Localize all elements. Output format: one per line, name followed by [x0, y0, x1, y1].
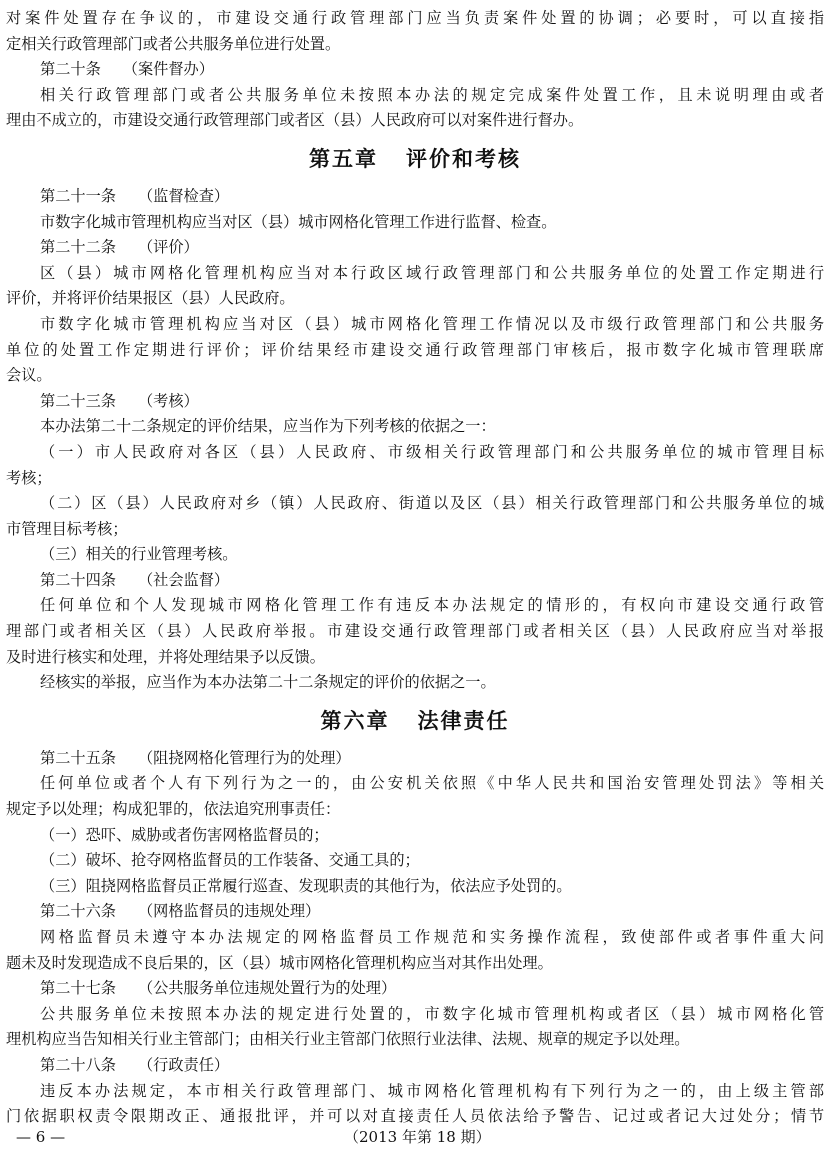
text-line: （三）相关的行业管理考核。: [40, 545, 238, 564]
section-chapter-5: [6, 184, 824, 696]
text-line: 任何单位或者个人有下列行为之一的，由公安机关依照《中华人民共和国治安管理处罚法》等相关: [40, 774, 824, 793]
text-line: 单位的处置工作定期进行评价；评价结果经市建设交通行政管理部门审核后，报市数字化城市管理联席: [6, 340, 824, 359]
text-line: 区（县）城市网格化管理机构应当对本行政区域行政管理部门和公共服务单位的处置工作定期进行: [40, 263, 824, 282]
text-line: 市数字化城市管理机构应当对区（县）城市网格化管理工作进行监督、检查。: [40, 212, 557, 231]
chapter-6-heading: [6, 696, 824, 746]
article-heading: [6, 976, 824, 1002]
text-line: 市管理目标考核；: [6, 519, 128, 538]
article-heading: [6, 389, 824, 415]
article-number: 第二十条: [40, 60, 101, 79]
article-number: 第二十二条: [40, 238, 116, 257]
text-line: 定相关行政管理部门或者公共服务单位进行处置。: [6, 34, 341, 53]
section-chapter-6: [6, 746, 824, 1130]
text-line: 考核；: [6, 468, 52, 487]
article-title: （案件督办）: [122, 60, 214, 79]
text-line: （一）恐吓、威胁或者伤害网格监督员的；: [40, 825, 329, 844]
article-title: （监督检查）: [137, 186, 230, 205]
article-number: 第二十八条: [40, 1055, 116, 1074]
text-line: 公共服务单位未按照本办法的规定进行处置的，市数字化城市管理机构或者区（县）城市网格化管: [40, 1004, 824, 1023]
page-footer: [0, 1122, 827, 1152]
article-number: 第二十一条: [40, 186, 116, 205]
document-body: [6, 6, 824, 1130]
issue-label: （2013 年第 18 期）: [344, 1128, 491, 1146]
article-title: （考核）: [137, 391, 199, 410]
text-line: （二）破坏、抢夺网格监督员的工作装备、交通工具的；: [40, 851, 420, 870]
chapter-5-title: 评价和考核: [406, 146, 521, 171]
text-line: 门依据职权责令限期改正、通报批评，并可以对直接责任人员依法给予警告、记过或者记大过处分；情节: [6, 1107, 824, 1126]
text-line: （一）市人民政府对各区（县）人民政府、市级相关行政管理部门和公共服务单位的城市管理目标: [40, 442, 824, 461]
text-line: 相关行政管理部门或者公共服务单位未按照本办法的规定完成案件处置工作，且未说明理由或者: [40, 85, 824, 104]
article-title: （社会监督）: [137, 570, 230, 589]
text-line: 本办法第二十二条规定的评价结果，应当作为下列考核的依据之一：: [40, 417, 496, 436]
article-number: 第二十三条: [40, 391, 116, 410]
article-heading: [6, 57, 824, 83]
article-heading: [6, 235, 824, 261]
text-line: 经核实的举报，应当作为本办法第二十二条规定的评价的依据之一。: [40, 673, 496, 692]
article-number: 第二十五条: [40, 748, 116, 767]
article-heading: [6, 184, 824, 210]
article-number: 第二十四条: [40, 570, 116, 589]
article-title: （评价）: [137, 238, 199, 257]
text-line: 市数字化城市管理机构应当对区（县）城市网格化管理工作情况以及市级行政管理部门和公共服务: [40, 314, 824, 333]
article-title: （行政责任）: [137, 1055, 230, 1074]
article-title: （公共服务单位违规处置行为的处理）: [137, 979, 397, 998]
text-line: （二）区（县）人民政府对乡（镇）人民政府、街道以及区（县）相关行政管理部门和公共服务单位的城: [40, 494, 824, 513]
text-line: （三）阻挠网格监督员正常履行巡查、发现职责的其他行为，依法应予处罚的。: [40, 876, 572, 895]
chapter-6-title: 法律责任: [417, 708, 510, 733]
text-line: 题未及时发现造成不良后果的，区（县）城市网格化管理机构应当对其作出处理。: [6, 953, 553, 972]
text-line: 网格监督员未遵守本办法规定的网格监督员工作规范和实务操作流程，致使部件或者事件重大问: [40, 928, 824, 946]
text-line: 及时进行核实和处理，并将处理结果予以反馈。: [6, 647, 325, 666]
article-heading: [6, 899, 824, 925]
text-line: 评价，并将评价结果报区（县）人民政府。: [6, 289, 295, 308]
text-line: 理部门或者相关区（县）人民政府举报。市建设交通行政管理部门或者相关区（县）人民政府应当对举报: [6, 622, 824, 641]
article-number: 第二十六条: [40, 902, 116, 921]
text-line: 会议。: [6, 366, 52, 385]
chapter-6-number: 第六章: [320, 708, 390, 733]
text-line: 规定予以处理；构成犯罪的，依法追究刑事责任：: [6, 800, 341, 819]
article-number: 第二十七条: [40, 979, 116, 998]
article-title: （网格监督员的违规处理）: [137, 902, 321, 921]
article-heading: [6, 1053, 824, 1079]
text-line: 任何单位和个人发现城市网格化管理工作有违反本办法规定的情形的，有权向市建设交通行政管: [40, 596, 824, 615]
text-line: 违反本办法规定，本市相关行政管理部门、城市网格化管理机构有下列行为之一的，由上级主管部: [40, 1081, 824, 1100]
article-title: （阻挠网格化管理行为的处理）: [137, 748, 351, 767]
text-line: 理由不成立的，市建设交通行政管理部门或者区（县）人民政府可以对案件进行督办。: [6, 111, 584, 130]
article-heading: [6, 568, 824, 594]
page-number: — 6 —: [16, 1128, 66, 1146]
section-before-chapter-5: [6, 6, 824, 134]
text-line: 理机构应当告知相关行业主管部门；由相关行业主管部门依照行业法律、法规、规章的规定予以处理。: [6, 1030, 690, 1049]
chapter-5-heading: [6, 134, 824, 184]
chapter-5-number: 第五章: [309, 146, 378, 171]
article-heading: [6, 746, 824, 772]
text-line: 对案件处置存在争议的，市建设交通行政管理部门应当负责案件处置的协调；必要时，可以直接指: [6, 9, 824, 27]
